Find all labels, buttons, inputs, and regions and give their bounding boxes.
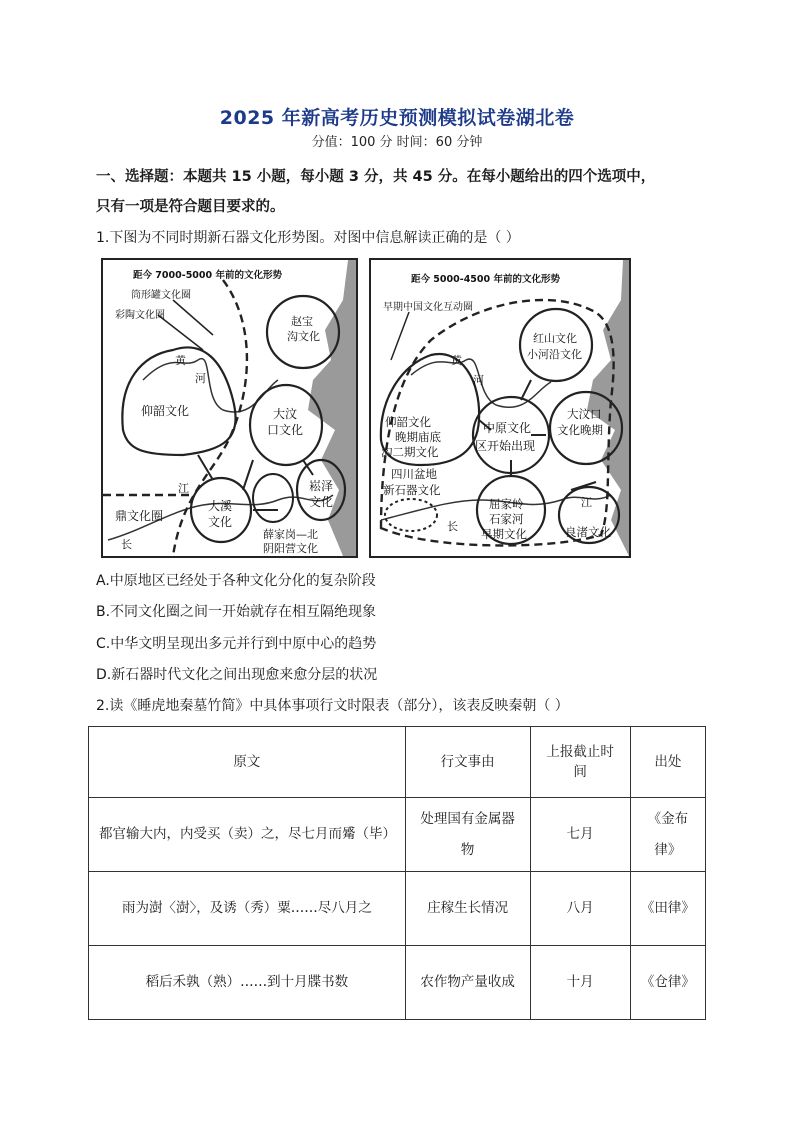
cell-original-text: 雨为澍〈澍〉，及诱（秀）粟……尽八月之: [89, 872, 406, 946]
label-hongshan-1: 红山文化: [533, 332, 577, 345]
map-left-figure: [103, 260, 356, 556]
label-daxi-1: 大溪: [208, 499, 233, 513]
arrow-4: [521, 380, 531, 400]
label-sichuan-2: 新石器文化: [383, 483, 441, 497]
cell-reason: 处理国有金属器物: [405, 798, 530, 872]
arrow-1: [243, 460, 253, 490]
label-qujia-3: 早期文化: [481, 527, 527, 541]
label-yangshao-2: 晚期庙底: [395, 430, 441, 444]
cell-original-text: 稻后禾孰（熟）……到十月牒书数: [89, 946, 406, 1020]
label-ding: 鼎文化圈: [115, 509, 164, 523]
label-zhongyuan-2: 区开始出现: [475, 439, 536, 453]
map-right-figure: [371, 260, 629, 556]
label-zhongyuan-1: 中原文化: [483, 421, 532, 435]
map-left: [101, 258, 358, 558]
section-heading: [96, 162, 706, 222]
label-zhaobao-2: 沟文化: [287, 330, 320, 343]
label-hongshan-2: 小河沿文化: [527, 348, 582, 361]
label-dawenkou-2: 口文化: [267, 423, 304, 437]
label-chang: 长: [121, 538, 132, 551]
cell-source: 《仓律》: [630, 946, 705, 1020]
option-d: D.新石器时代文化之间出现愈来愈分层的状况: [96, 667, 378, 683]
table-row: [89, 946, 706, 1020]
label-xuejia-1: 薛家岗—北: [263, 528, 318, 541]
pointer-tongxing: [173, 300, 213, 335]
label-yangshao-3: 沟二期文化: [381, 445, 439, 459]
map-right: [369, 258, 631, 558]
section-heading-line2: 只有一项是符合题目要求的。: [96, 199, 285, 215]
map-left-title: 距今 7000-5000 年前的文化形势: [133, 270, 282, 281]
section-heading-line1: 一、选择题：本题共 15 小题，每小题 3 分，共 45 分。在每小题给出的四个选项中，: [96, 169, 656, 185]
hongshan-circle: [520, 309, 592, 381]
label-chang: 长: [447, 520, 458, 533]
cell-original-text: 都官输大内，内受买（卖）之，尽七月而觱（毕）: [89, 798, 406, 872]
cell-deadline: 十月: [530, 946, 630, 1020]
table-row: [89, 872, 706, 946]
label-caitao: 彩陶文化圈: [115, 310, 165, 321]
header-source: 出处: [630, 727, 705, 798]
label-dawenkou-1: 大汶: [273, 407, 298, 421]
label-jiang: 江: [178, 482, 189, 495]
label-qujia-2: 石家河: [489, 512, 524, 526]
label-jiang: 江: [581, 496, 592, 509]
deadline-table: [88, 726, 706, 1020]
label-sichuan-1: 四川盆地: [391, 467, 437, 481]
label-songze-2: 文化: [309, 495, 334, 509]
label-dawenkou-2: 文化晚期: [557, 423, 603, 437]
option-c: C.中华文明呈现出多元并行到中原中心的趋势: [96, 636, 377, 652]
cell-deadline: 七月: [530, 798, 630, 872]
table-header-row: [89, 727, 706, 798]
header-deadline: 上报截止时间: [530, 727, 630, 798]
table-row: [89, 798, 706, 872]
label-dawenkou-1: 大汶口: [567, 407, 602, 421]
label-tongxing: 筒形罐文化圈: [131, 290, 191, 301]
page-title: 2025 年新高考历史预测模拟试卷湖北卷: [219, 107, 575, 129]
pointer-interaction: [391, 312, 409, 360]
sea-area: [308, 260, 356, 556]
cell-deadline: 八月: [530, 872, 630, 946]
score-time-info: 分值：100 分 时间：60 分钟: [311, 135, 483, 150]
label-he: 河: [473, 374, 484, 387]
sichuan-circle: [385, 499, 437, 531]
option-b: B.不同文化圈之间一开始就存在相互隔绝现象: [96, 604, 377, 620]
label-huang: 黄: [451, 354, 462, 367]
map-right-title: 距今 5000-4500 年前的文化形势: [411, 274, 560, 285]
cell-source: 《田律》: [630, 872, 705, 946]
option-a: A.中原地区已经处于各种文化分化的复杂阶段: [96, 573, 376, 589]
label-zhaobao-1: 赵宝: [291, 315, 313, 328]
header-reason: 行文事由: [405, 727, 530, 798]
label-he: 河: [195, 372, 206, 385]
label-interaction: 早期中国文化互动圈: [383, 302, 473, 313]
label-daxi-2: 文化: [208, 515, 233, 529]
arrow-5: [571, 482, 596, 490]
label-liangzhu: 良渚文化: [565, 525, 611, 539]
label-songze-1: 崧泽: [309, 479, 334, 493]
label-qujia-1: 屈家岭: [489, 497, 524, 511]
question-1-stem: 1.下图为不同时期新石器文化形势图。对图中信息解读正确的是（ ）: [96, 230, 520, 246]
label-huang: 黄: [175, 354, 186, 367]
question-2-stem: 2.读《睡虎地秦墓竹简》中具体事项行文时限表（部分），该表反映秦朝（ ）: [96, 698, 569, 714]
cell-source: 《金布律》: [630, 798, 705, 872]
cell-reason: 农作物产量收成: [405, 946, 530, 1020]
label-xuejia-2: 阴阳营文化: [263, 542, 318, 555]
label-yangshao: 仰韶文化: [141, 404, 190, 418]
header-original-text: 原文: [89, 727, 406, 798]
label-yangshao-1: 仰韶文化: [385, 415, 431, 429]
cell-reason: 庄稼生长情况: [405, 872, 530, 946]
